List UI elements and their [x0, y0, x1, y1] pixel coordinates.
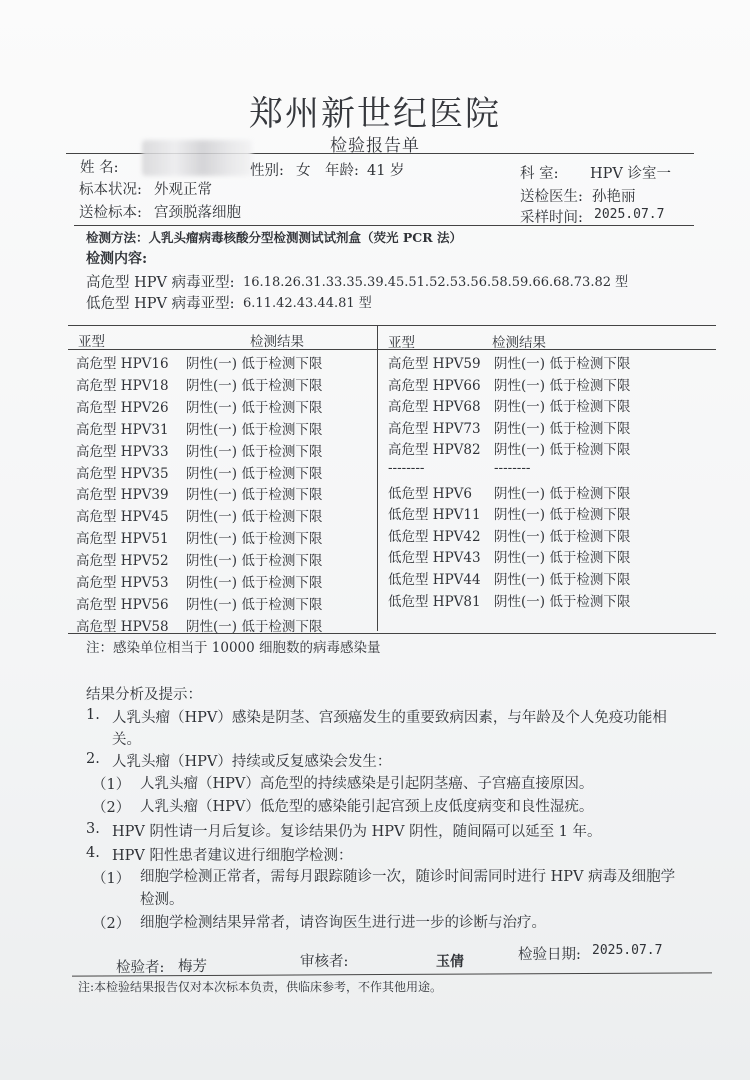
result-cell: 阴性(一) 低于检测下限 — [186, 531, 323, 548]
subtype-cell: 高危型 HPV66 — [388, 377, 481, 394]
table-row — [76, 571, 322, 591]
table-row — [76, 505, 322, 525]
analysis-item-1-line-2: 关。 — [112, 732, 141, 748]
subtype-cell: 低危型 HPV81 — [388, 593, 481, 610]
analysis-item-4b-number: （2） — [92, 916, 131, 932]
table-rule-top — [68, 325, 716, 326]
tester-label: 检验者: — [116, 960, 165, 976]
result-cell: 阴性(一) 低于检测下限 — [494, 572, 631, 588]
result-cell: 阴性(一) 低于检测下限 — [186, 487, 323, 504]
subtype-cell: -------- — [388, 460, 425, 476]
result-cell: 阴性(一) 低于检测下限 — [186, 596, 323, 613]
table-row — [388, 590, 630, 610]
result-cell: 阴性(一) 低于检测下限 — [186, 356, 323, 372]
analysis-item-4a-line-1: 细胞学检测正常者，需每月跟踪随诊一次，随诊时间需同时进行 HPV 病毒及细胞学 — [140, 869, 676, 885]
result-cell: 阴性(一) 低于检测下限 — [494, 377, 631, 394]
test-date-value: 2025.07.7 — [592, 943, 663, 958]
subtype-cell: 高危型 HPV58 — [76, 618, 169, 635]
analysis-item-4a-number: （1） — [92, 871, 131, 887]
subtype-cell: 高危型 HPV73 — [388, 420, 481, 437]
table-row — [76, 527, 322, 547]
table-row — [388, 525, 630, 545]
table-row — [388, 395, 630, 415]
result-cell: 阴性(一) 低于检测下限 — [494, 593, 631, 610]
analysis-item-2b-number: （2） — [92, 800, 131, 816]
table-row — [76, 483, 322, 503]
table-row — [388, 460, 531, 476]
right-col-result-header: 检测结果 — [492, 335, 546, 351]
table-row — [76, 615, 322, 635]
table-row — [76, 396, 322, 416]
gender-value: 女 — [296, 163, 311, 179]
disclaimer: 注:本检验结果报告仅对本次标本负责，供临床参考，不作其他用途。 — [78, 980, 443, 994]
requester-value: 孙艳丽 — [592, 189, 636, 205]
result-cell: 阴性(一) 低于检测下限 — [186, 465, 323, 482]
analysis-item-4a-line-2: 检测。 — [140, 892, 184, 908]
analysis-item-4-number: 4. — [86, 845, 100, 861]
subtype-cell: 高危型 HPV59 — [388, 356, 481, 372]
table-row — [388, 417, 630, 437]
subtype-cell: 低危型 HPV44 — [388, 572, 481, 588]
age-value: 41 岁 — [367, 163, 405, 179]
subtype-cell: 低危型 HPV11 — [388, 507, 481, 524]
result-cell: 阴性(一) 低于检测下限 — [494, 399, 631, 416]
high-risk-types: 16.18.26.31.33.35.39.45.51.52.53.56.58.59.66.68.73.82 型 — [243, 275, 629, 290]
dept-value: HPV 诊室一 — [590, 166, 671, 182]
result-cell: 阴性(一) 低于检测下限 — [186, 399, 323, 416]
header-rule-bottom — [74, 225, 694, 226]
report-title: 检验报告单 — [330, 136, 420, 156]
specimen-value: 宫颈脱落细胞 — [154, 205, 241, 221]
table-note: 注：感染单位相当于 10000 细胞数的病毒感染量 — [86, 640, 381, 656]
subtype-cell: 低危型 HPV42 — [388, 528, 481, 545]
sample-time-label: 采样时间: — [520, 210, 583, 226]
subtype-cell: 高危型 HPV39 — [76, 487, 169, 504]
result-cell: 阴性(一) 低于检测下限 — [494, 550, 631, 567]
table-row — [388, 503, 630, 523]
table-row — [388, 374, 630, 394]
table-row — [388, 482, 630, 502]
hospital-name: 郑州新世纪医院 — [249, 94, 501, 134]
result-cell: 阴性(一) 低于检测下限 — [186, 377, 323, 394]
table-row — [76, 593, 322, 613]
test-method: 检测方法：人乳头瘤病毒核酸分型检测测试试剂盒（荧光 PCR 法） — [86, 230, 462, 245]
result-cell: 阴性(一) 低于检测下限 — [494, 485, 631, 502]
subtype-cell: 高危型 HPV35 — [76, 465, 169, 482]
table-row — [76, 418, 322, 438]
result-cell: 阴性(一) 低于检测下限 — [494, 356, 631, 372]
tester-value: 梅芳 — [178, 959, 207, 975]
low-risk-types: 6.11.42.43.44.81 型 — [243, 296, 372, 311]
analysis-item-4: HPV 阳性患者建议进行细胞学检测： — [112, 848, 353, 864]
right-col-subtype-header: 亚型 — [388, 335, 415, 351]
subtype-cell: 高危型 HPV16 — [76, 356, 169, 372]
subtype-cell: 低危型 HPV43 — [388, 550, 481, 567]
result-cell: 阴性(一) 低于检测下限 — [494, 507, 631, 524]
subtype-cell: 高危型 HPV18 — [76, 377, 169, 394]
low-risk-label: 低危型 HPV 病毒亚型: — [86, 296, 235, 312]
analysis-item-2: 人乳头瘤（HPV）持续或反复感染会发生： — [112, 754, 392, 770]
result-cell: 阴性(一) 低于检测下限 — [494, 420, 631, 437]
table-column-divider — [377, 325, 378, 631]
specimen-status-value: 外观正常 — [154, 182, 212, 198]
analysis-item-1-line-1: 人乳头瘤（HPV）感染是阴茎、宫颈癌发生的重要致病因素，与年龄及个人免疫功能相 — [112, 710, 667, 726]
subtype-cell: 高危型 HPV82 — [388, 442, 481, 459]
subtype-cell: 高危型 HPV26 — [76, 399, 169, 416]
table-row — [388, 546, 630, 566]
subtype-cell: 高危型 HPV52 — [76, 553, 169, 570]
table-row — [76, 374, 322, 394]
analysis-item-2a: 人乳头瘤（HPV）高危型的持续感染是引起阴茎癌、子宫癌直接原因。 — [140, 776, 594, 792]
result-cell: 阴性(一) 低于检测下限 — [494, 442, 631, 459]
specimen-status-label: 标本状况: — [79, 182, 142, 198]
analysis-item-2a-number: （1） — [92, 777, 131, 793]
analysis-item-3: HPV 阴性请一月后复诊。复诊结果仍为 HPV 阴性，随间隔可以延至 1 年。 — [112, 824, 602, 840]
age-label: 年龄: — [325, 163, 359, 179]
table-row — [76, 549, 322, 569]
subtype-cell: 低危型 HPV6 — [388, 485, 472, 502]
result-cell: 阴性(一) 低于检测下限 — [186, 618, 323, 635]
table-row — [76, 352, 322, 372]
result-cell: 阴性(一) 低于检测下限 — [186, 509, 323, 526]
table-row — [76, 440, 322, 460]
analysis-item-4b: 细胞学检测结果异常者，请咨询医生进行进一步的诊断与治疗。 — [140, 915, 546, 931]
result-cell: -------- — [494, 460, 531, 476]
subtype-cell: 高危型 HPV56 — [76, 596, 169, 613]
table-row — [388, 438, 630, 458]
table-row — [76, 462, 322, 482]
analysis-item-1-number: 1. — [86, 707, 100, 723]
gender-label: 性别: — [250, 163, 284, 179]
result-cell: 阴性(一) 低于检测下限 — [494, 528, 631, 545]
result-cell: 阴性(一) 低于检测下限 — [186, 443, 323, 460]
subtype-cell: 高危型 HPV33 — [76, 443, 169, 460]
table-header-rule — [68, 349, 716, 350]
specimen-label: 送检标本: — [79, 205, 142, 221]
subtype-cell: 高危型 HPV53 — [76, 575, 169, 591]
test-date-label: 检验日期: — [518, 947, 581, 963]
result-cell: 阴性(一) 低于检测下限 — [186, 421, 323, 438]
subtype-cell: 高危型 HPV45 — [76, 509, 169, 526]
sample-time-value: 2025.07.7 — [594, 207, 665, 222]
result-cell: 阴性(一) 低于检测下限 — [186, 575, 323, 591]
name-label: 姓 名: — [80, 160, 119, 176]
reviewer-label: 审核者: — [300, 954, 349, 970]
table-row — [388, 568, 630, 588]
analysis-item-2b: 人乳头瘤（HPV）低危型的感染能引起宫颈上皮低度病变和良性湿疣。 — [140, 799, 594, 815]
table-rule-bottom — [68, 633, 716, 634]
test-content-label: 检测内容: — [86, 251, 148, 267]
high-risk-label: 高危型 HPV 病毒亚型: — [86, 275, 235, 291]
analysis-item-3-number: 3. — [86, 821, 100, 837]
subtype-cell: 高危型 HPV51 — [76, 531, 169, 548]
subtype-cell: 高危型 HPV31 — [76, 421, 169, 438]
analysis-item-2-number: 2. — [86, 751, 100, 767]
subtype-cell: 高危型 HPV68 — [388, 399, 481, 416]
redacted-name — [142, 140, 252, 176]
table-row — [388, 352, 630, 372]
left-col-result-header: 检测结果 — [250, 334, 304, 350]
footer-rule — [72, 972, 712, 976]
left-col-subtype-header: 亚型 — [78, 334, 105, 350]
analysis-title: 结果分析及提示： — [86, 687, 202, 703]
dept-label: 科 室: — [520, 166, 559, 182]
result-cell: 阴性(一) 低于检测下限 — [186, 553, 323, 570]
reviewer-signature-stamp: 玉倩 — [436, 954, 464, 970]
requester-label: 送检医生: — [520, 189, 583, 205]
